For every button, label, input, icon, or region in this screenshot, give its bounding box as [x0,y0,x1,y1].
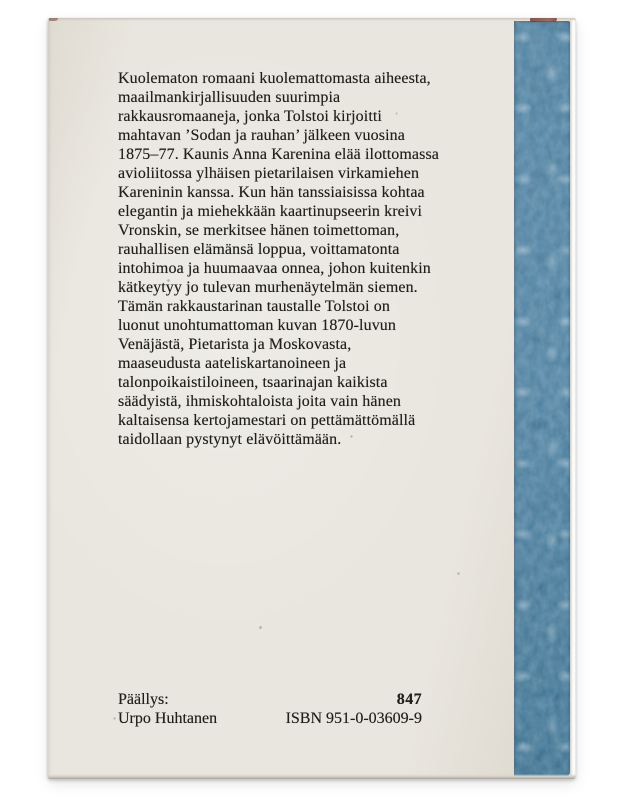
blurb-line: Vronskin, se merkitsee hänen toimettoman, [118,222,400,239]
blurb-line: rauhallisen elämänsä loppua, voittamatonta [118,241,400,258]
blurb-line: elegantin ja miehekkään kaartinupseerin kreivi [118,203,423,220]
blurb-line: Venäjästä, Pietarista ja Moskovasta, [118,336,352,353]
book-bottom-edge [48,774,576,779]
credit-name: Urpo Huhtanen [118,710,218,727]
blurb-line: avioliitossa ylhäisen pietarilaisen virkamiehen [118,165,420,182]
spine-cloth-strip [514,21,570,777]
blurb-line: Kuolematon romaani kuolemattomasta aiheesta, [118,70,431,87]
blurb-line: luonut unohtumattoman kuvan 1870-luvun [118,317,396,334]
blurb-line: 1875–77. Kaunis Anna Karenina elää ilottomassa [118,146,439,163]
book-top-edge [48,18,576,21]
isbn-block [286,690,422,728]
catalog-number: 847 [396,691,422,708]
blurb-line: Kareninin kanssa. Kun hän tanssiaisissa kohtaa [118,184,425,201]
back-cover-blurb [118,69,439,449]
page-fore-edge [570,20,576,777]
spine-cloth-texture [514,21,570,777]
book-back-cover [48,18,576,779]
blurb-line: talonpoikaistiloineen, tsaarinajan kaikista [118,374,388,391]
blurb-line: säädyistä, ihmiskohtaloista joita vain hänen [118,393,402,410]
blurb-line: kätkeytyy jo tulevan murhenäytelmän siemen. [118,279,418,296]
blurb-line: taidollaan pystynyt elävöittämään. [118,431,342,448]
blurb-line: intohimoa ja huumaavaa onnea, johon kuitenkin [118,260,431,277]
cover-design-credit [118,690,217,728]
top-right-corner-mark [530,18,557,22]
blurb-line: rakkausromaaneja, jonka Tolstoi kirjoitti [118,108,382,125]
blurb-line: kaltaisensa kertojamestari on pettämättömällä [118,412,416,429]
blurb-line: Tämän rakkaustarinan taustalle Tolstoi on [118,298,390,315]
blurb-line: mahtavan ’Sodan ja rauhan’ jälkeen vuosina [118,127,405,144]
blurb-line: maailmankirjallisuuden suurimpia [118,89,341,106]
cover-surface [48,18,514,779]
blurb-line: maaseudusta aateliskartanoineen ja [118,355,347,372]
isbn: ISBN 951-0-03609-9 [285,710,422,727]
credit-label: Päällys: [118,691,169,708]
